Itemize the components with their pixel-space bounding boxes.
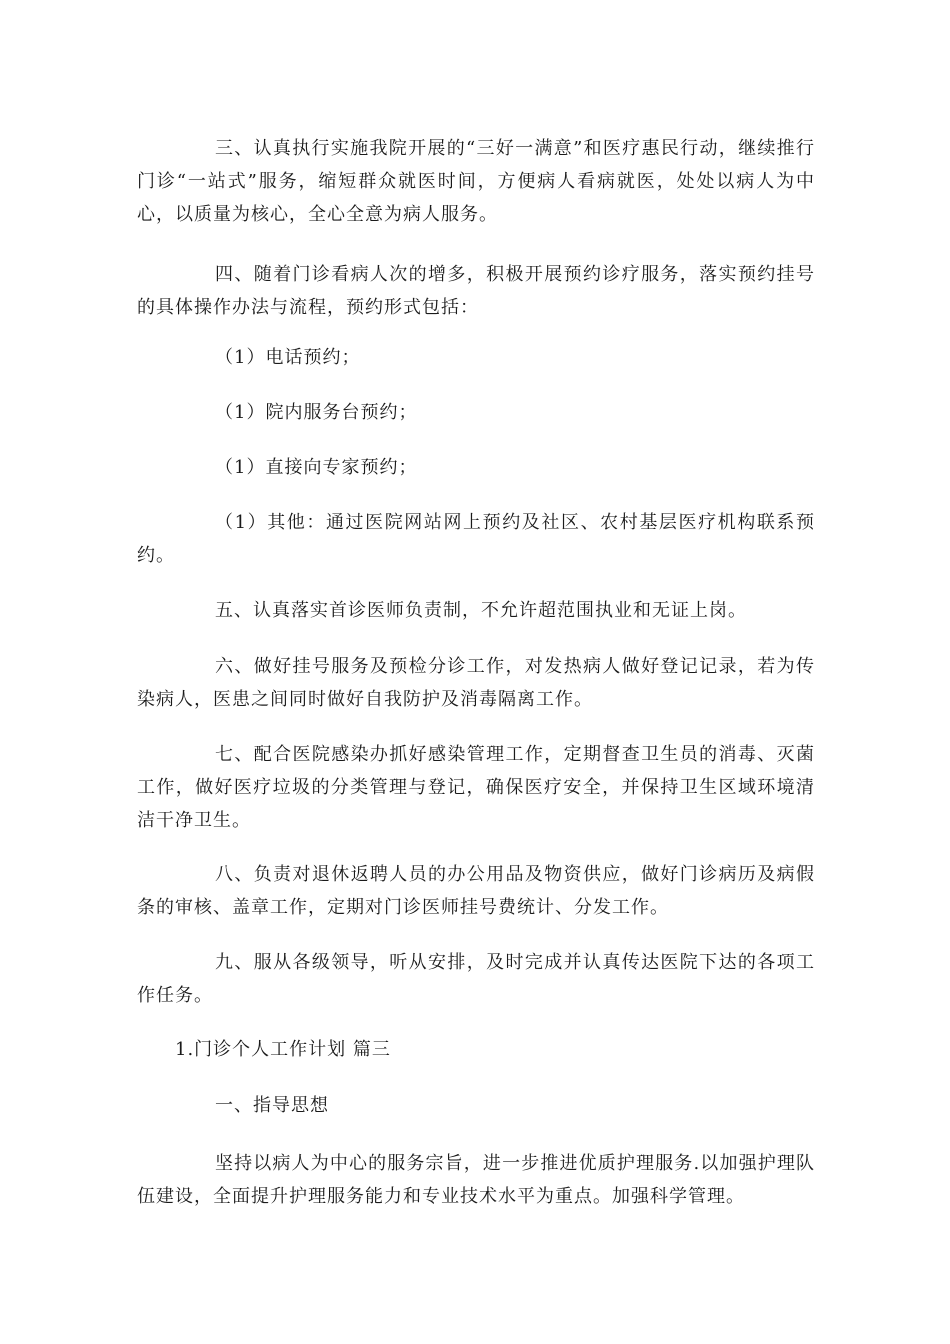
paragraph-item-3: 三、认真执行实施我院开展的“三好一满意”和医疗惠民行动，继续推行门诊“一站式”服务，缩短群众就医时间，方便病人看病就医，处处以病人为中心，以质量为核心，全心全意为病人服务。 [137,138,815,225]
paragraph-item-8: 八、负责对退休返聘人员的办公用品及物资供应，做好门诊病历及病假条的审核、盖章工作，定期对门诊医师挂号费统计、分发工作。 [137,864,815,918]
paragraph-item-6: 六、做好挂号服务及预检分诊工作，对发热病人做好登记记录，若为传染病人，医患之间同时做好自我防护及消毒隔离工作。 [137,656,815,710]
paragraph-guiding-thought: 坚持以病人为中心的服务宗旨，进一步推进优质护理服务.以加强护理队伍建设，全面提升护理服务能力和专业技术水平为重点。加强科学管理。 [137,1153,815,1207]
list-item-phone: （1）电话预约； [215,347,361,368]
paragraph-item-4: 四、随着门诊看病人次的增多，积极开展预约诊疗服务，落实预约挂号的具体操作办法与流程，预约形式包括： [137,264,815,318]
list-item-expert: （1）直接向专家预约； [215,457,418,478]
paragraph-item-9: 九、服从各级领导，听从安排，及时完成并认真传达医院下达的各项工作任务。 [137,952,815,1006]
paragraph-item-5: 五、认真落实首诊医师负责制，不允许超范围执业和无证上岗。 [215,600,747,621]
list-item-other: （1）其他：通过医院网站网上预约及社区、农村基层医疗机构联系预约。 [137,512,815,566]
section-heading: 1.门诊个人工作计划 篇三 [175,1039,391,1060]
list-item-service-desk: （1）院内服务台预约； [215,402,418,423]
paragraph-item-7: 七、配合医院感染办抓好感染管理工作，定期督查卫生员的消毒、灭菌工作，做好医疗垃圾的分类管理与登记，确保医疗安全，并保持卫生区域环境清洁干净卫生。 [137,744,815,831]
subsection-heading: 一、指导思想 [215,1095,329,1116]
